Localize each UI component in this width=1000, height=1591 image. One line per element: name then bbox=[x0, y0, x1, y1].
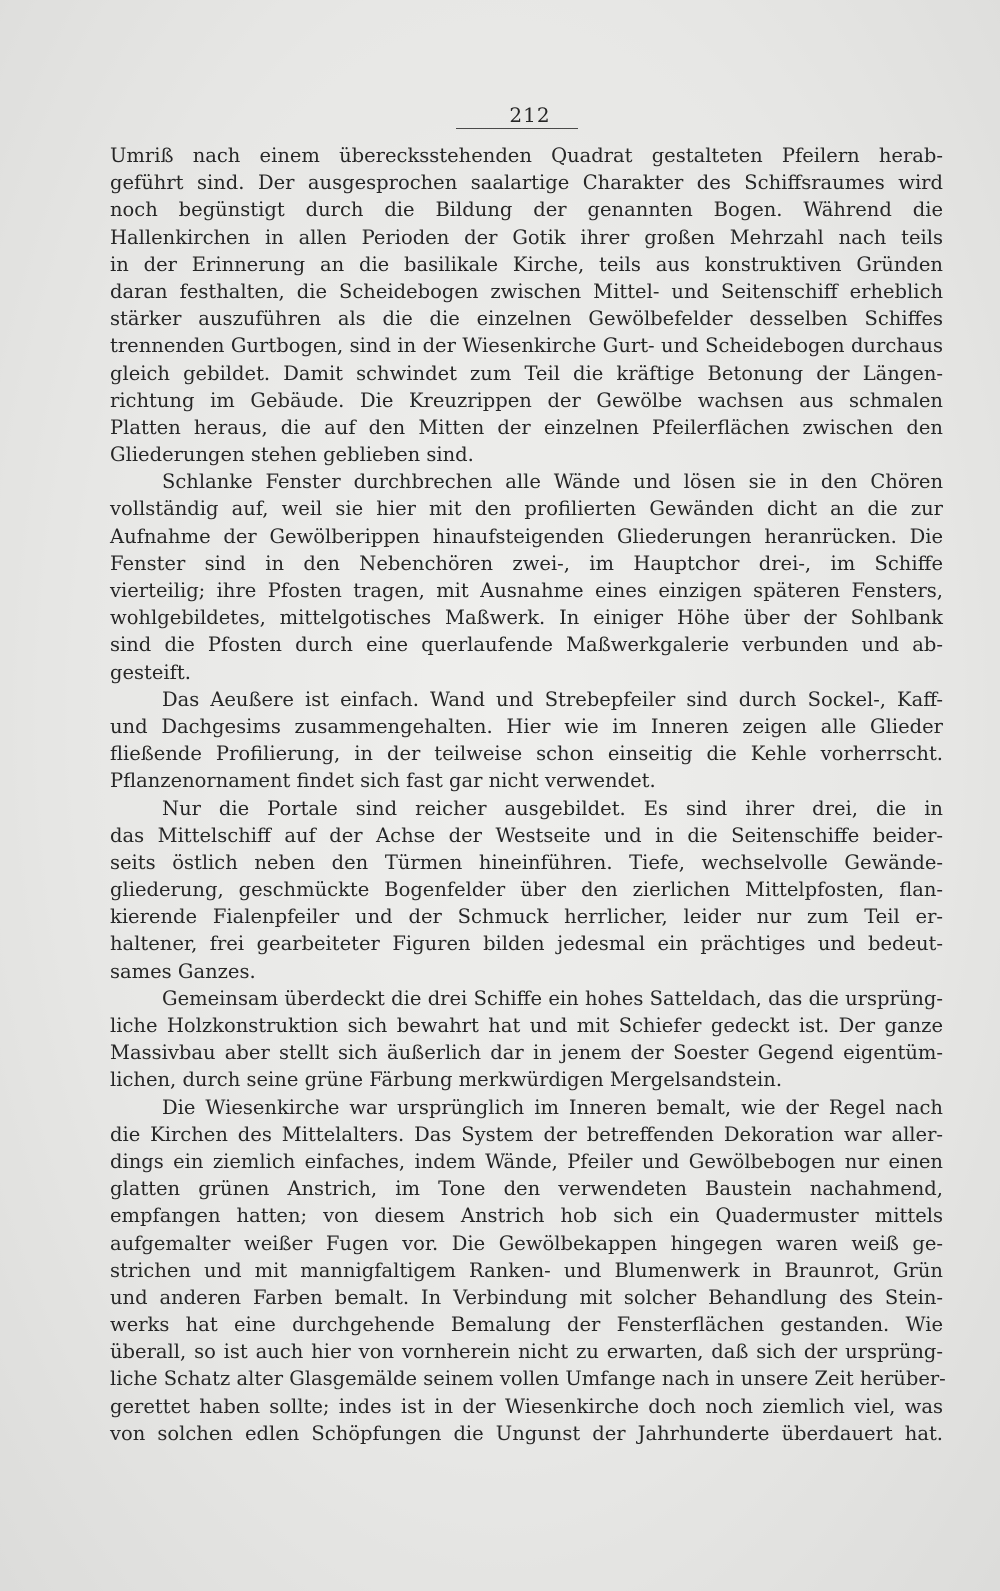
body-text bbox=[110, 142, 946, 1447]
text-line: und anderen Farben bemalt. In Verbindung mit solcher Behandlung des Stein- bbox=[110, 1285, 943, 1309]
text-line: überall, so ist auch hier von vornherein nicht zu erwarten, daß sich der ursprüng- bbox=[110, 1340, 943, 1364]
text-line: trennenden Gurtbogen, sind in der Wiesenkirche Gurt- und Scheidebogen durchaus bbox=[110, 334, 943, 358]
text-line: haltener, frei gearbeiteter Figuren bilden jedesmal ein prächtiges und bedeut- bbox=[110, 932, 943, 956]
text-line: geführt sind. Der ausgesprochen saalartige Charakter des Schiffsraumes wird bbox=[110, 171, 943, 195]
text-line: Platten heraus, die auf den Mitten der einzelnen Pfeilerflächen zwischen den bbox=[110, 415, 943, 439]
text-line: Gliederungen stehen geblieben sind. bbox=[110, 443, 474, 467]
text-line: sind die Pfosten durch eine querlaufende Maßwerkgalerie verbunden und ab- bbox=[110, 633, 943, 657]
text-line: Pflanzenornament findet sich fast gar nicht verwendet. bbox=[110, 769, 656, 793]
text-line: lichen, durch seine grüne Färbung merkwürdigen Mergelsandstein. bbox=[110, 1068, 783, 1092]
text-line: Gemeinsam überdeckt die drei Schiffe ein hohes Satteldach, das die ursprüng- bbox=[162, 986, 943, 1010]
text-line: Fenster sind in den Nebenchören zwei-, im Hauptchor drei-, im Schiffe bbox=[110, 551, 943, 575]
text-line: gerettet haben sollte; indes ist in der Wiesenkirche doch noch ziemlich viel, was bbox=[110, 1394, 943, 1418]
text-line: wohlgebildetes, mittelgotisches Maßwerk. In einiger Höhe über der Sohlbank bbox=[110, 606, 943, 630]
text-line: gliederung, geschmückte Bogenfelder über den zierlichen Mittelpfosten, flan- bbox=[110, 878, 943, 902]
text-line: Hallenkirchen in allen Perioden der Gotik ihrer großen Mehrzahl nach teils bbox=[110, 225, 943, 249]
header-rule bbox=[456, 128, 578, 129]
text-line: stärker auszuführen als die die einzelnen Gewölbefelder desselben Schiffes bbox=[110, 307, 943, 331]
text-line: liche Holzkonstruktion sich bewahrt hat und mit Schiefer gedeckt ist. Der ganze bbox=[110, 1014, 943, 1037]
text-line: sames Ganzes. bbox=[110, 959, 256, 983]
text-line: werks hat eine durchgehende Bemalung der Fensterflächen gestanden. Wie bbox=[110, 1313, 943, 1337]
text-line: Schlanke Fenster durchbrechen alle Wände und lösen sie in den Chören bbox=[162, 470, 943, 494]
text-line: seits östlich neben den Türmen hineinführen. Tiefe, wechselvolle Gewände- bbox=[110, 850, 943, 874]
text-line: noch begünstigt durch die Bildung der genannten Bogen. Während die bbox=[110, 198, 943, 222]
page-number: 212 bbox=[509, 103, 551, 127]
text-line: Nur die Portale sind reicher ausgebildet. Es sind ihrer drei, die in bbox=[162, 796, 943, 820]
text-line: von solchen edlen Schöpfungen die Ungunst der Jahrhunderte überdauert hat. bbox=[110, 1421, 943, 1445]
text-line: richtung im Gebäude. Die Kreuzrippen der Gewölbe wachsen aus schmalen bbox=[110, 388, 943, 412]
text-line: fließende Profilierung, in der teilweise schon einseitig die Kehle vorherrscht. bbox=[110, 742, 943, 766]
text-line: kierende Fialenpfeiler und der Schmuck herrlicher, leider nur zum Teil er- bbox=[110, 905, 943, 929]
text-line: liche Schatz alter Glasgemälde seinem vollen Umfange nach in unsere Zeit herüber- bbox=[110, 1367, 946, 1391]
text-line: gleich gebildet. Damit schwindet zum Teil die kräftige Betonung der Längen- bbox=[110, 361, 943, 385]
text-line: Das Aeußere ist einfach. Wand und Strebepfeiler sind durch Sockel-, Kaff- bbox=[162, 687, 943, 711]
text-line: Umriß nach einem überecksstehenden Quadrat gestalteten Pfeilern herab- bbox=[110, 144, 943, 167]
text-line: vierteilig; ihre Pfosten tragen, mit Ausnahme eines einzigen späteren Fensters, bbox=[110, 579, 943, 602]
text-line: daran festhalten, die Scheidebogen zwischen Mittel- und Seitenschiff erheblich bbox=[110, 279, 943, 303]
text-line: in der Erinnerung an die basilikale Kirche, teils aus konstruktiven Gründen bbox=[110, 252, 943, 276]
text-line: Massivbau aber stellt sich äußerlich dar in jenem der Soester Gegend eigentüm- bbox=[110, 1041, 943, 1065]
text-line: das Mittelschiff auf der Achse der Westseite und in die Seitenschiffe beider- bbox=[110, 823, 943, 847]
text-line: strichen und mit mannigfaltigem Ranken- und Blumenwerk in Braunrot, Grün bbox=[110, 1258, 943, 1282]
text-line: und Dachgesims zusammengehalten. Hier wie im Inneren zeigen alle Glieder bbox=[110, 714, 943, 738]
text-line: empfangen hatten; von diesem Anstrich hob sich ein Quadermuster mittels bbox=[110, 1204, 943, 1228]
text-line: gesteift. bbox=[110, 660, 191, 684]
text-line: glatten grünen Anstrich, im Tone den verwendeten Baustein nachahmend, bbox=[110, 1177, 943, 1201]
text-line: aufgemalter weißer Fugen vor. Die Gewölbekappen hingegen waren weiß ge- bbox=[110, 1231, 943, 1255]
text-line: dings ein ziemlich einfaches, indem Wände, Pfeiler und Gewölbebogen nur einen bbox=[110, 1149, 943, 1173]
text-line: Aufnahme der Gewölberippen hinaufsteigenden Gliederungen heranrücken. Die bbox=[110, 524, 943, 548]
text-line: die Kirchen des Mittelalters. Das System der betreffenden Dekoration war aller- bbox=[110, 1122, 943, 1146]
text-line: vollständig auf, weil sie hier mit den profilierten Gewänden dicht an die zur bbox=[110, 497, 943, 521]
text-line: Die Wiesenkirche war ursprünglich im Inneren bemalt, wie der Regel nach bbox=[162, 1095, 943, 1119]
